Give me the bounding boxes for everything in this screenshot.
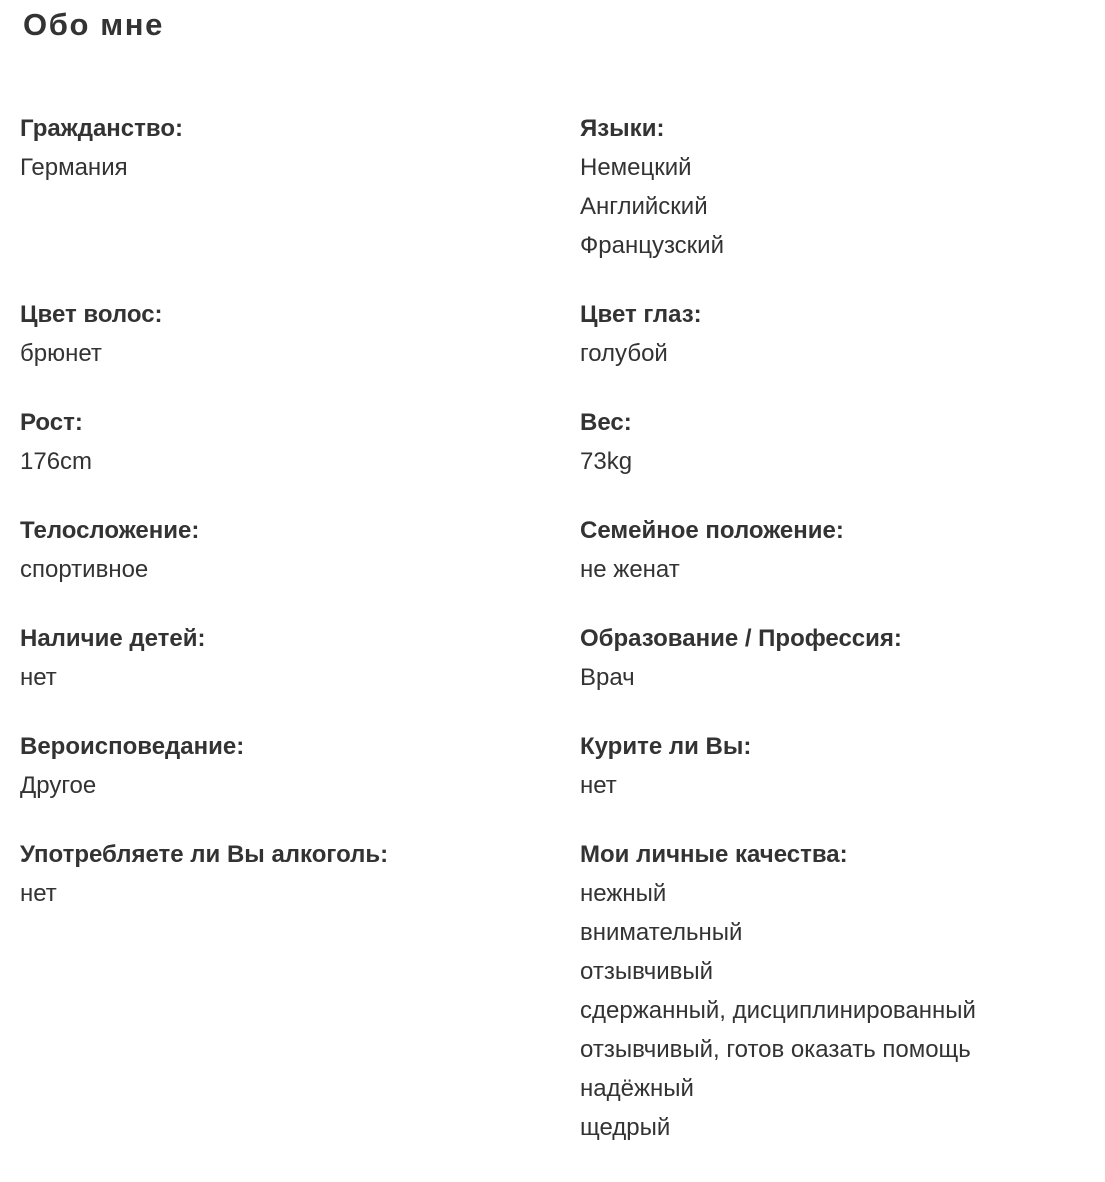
row-spacer bbox=[20, 805, 1100, 835]
field-label: Вероисповедание: bbox=[20, 733, 245, 760]
profile-row bbox=[20, 295, 1100, 373]
field-label: Наличие детей: bbox=[20, 625, 206, 652]
field-value: сдержанный, дисциплинированный bbox=[580, 997, 976, 1024]
profile-row bbox=[20, 727, 1100, 805]
field-build bbox=[20, 511, 580, 589]
field-value: щедрый bbox=[580, 1114, 671, 1141]
profile-row bbox=[20, 619, 1100, 697]
row-spacer bbox=[20, 589, 1100, 619]
field-label: Мои личные качества: bbox=[580, 841, 848, 868]
field-value: Германия bbox=[20, 154, 128, 181]
field-value: Врач bbox=[580, 664, 635, 691]
field-value: брюнет bbox=[20, 340, 102, 367]
row-spacer bbox=[20, 481, 1100, 511]
field-value: отзывчивый bbox=[580, 958, 714, 985]
field-value: отзывчивый, готов оказать помощь bbox=[580, 1036, 971, 1063]
field-label: Цвет глаз: bbox=[580, 301, 702, 328]
field-value: Немецкий bbox=[580, 154, 692, 181]
field-value: нежный bbox=[580, 880, 667, 907]
field-value: голубой bbox=[580, 340, 668, 367]
field-value: внимательный bbox=[580, 919, 743, 946]
field-label: Телосложение: bbox=[20, 517, 200, 544]
field-label: Образование / Профессия: bbox=[580, 625, 902, 652]
field-value: 176cm bbox=[20, 448, 93, 475]
field-alcohol bbox=[20, 835, 580, 1147]
field-eye-color bbox=[580, 295, 1100, 373]
profile-row bbox=[20, 109, 1100, 265]
field-value: не женат bbox=[580, 556, 680, 583]
field-children bbox=[20, 619, 580, 697]
field-value: нет bbox=[20, 664, 57, 691]
field-value: спортивное bbox=[20, 556, 149, 583]
field-label: Языки: bbox=[580, 115, 665, 142]
field-marital-status bbox=[580, 511, 1100, 589]
field-religion bbox=[20, 727, 580, 805]
field-education bbox=[580, 619, 1100, 697]
field-personal-qualities bbox=[580, 835, 1100, 1147]
field-label: Употребляете ли Вы алкоголь: bbox=[20, 841, 389, 868]
row-spacer bbox=[20, 697, 1100, 727]
field-hair-color bbox=[20, 295, 580, 373]
field-label: Гражданство: bbox=[20, 115, 183, 142]
field-label: Рост: bbox=[20, 409, 83, 436]
profile-row bbox=[20, 511, 1100, 589]
field-value: 73kg bbox=[580, 448, 633, 475]
field-label: Семейное положение: bbox=[580, 517, 844, 544]
field-value: Французский bbox=[580, 232, 724, 259]
profile-details bbox=[20, 109, 1100, 1147]
field-height bbox=[20, 403, 580, 481]
field-value: Другое bbox=[20, 772, 97, 799]
section-title: Обо мне bbox=[23, 7, 164, 42]
field-label: Курите ли Вы: bbox=[580, 733, 752, 760]
field-languages bbox=[580, 109, 1100, 265]
row-spacer bbox=[20, 265, 1100, 295]
field-label: Вес: bbox=[580, 409, 632, 436]
field-value: Английский bbox=[580, 193, 708, 220]
field-citizenship bbox=[20, 109, 580, 265]
field-value: нет bbox=[580, 772, 617, 799]
field-value: надёжный bbox=[580, 1075, 694, 1102]
field-weight bbox=[580, 403, 1100, 481]
field-label: Цвет волос: bbox=[20, 301, 163, 328]
profile-row bbox=[20, 835, 1100, 1147]
field-value: нет bbox=[20, 880, 57, 907]
row-spacer bbox=[20, 373, 1100, 403]
profile-row bbox=[20, 403, 1100, 481]
field-smoking bbox=[580, 727, 1100, 805]
